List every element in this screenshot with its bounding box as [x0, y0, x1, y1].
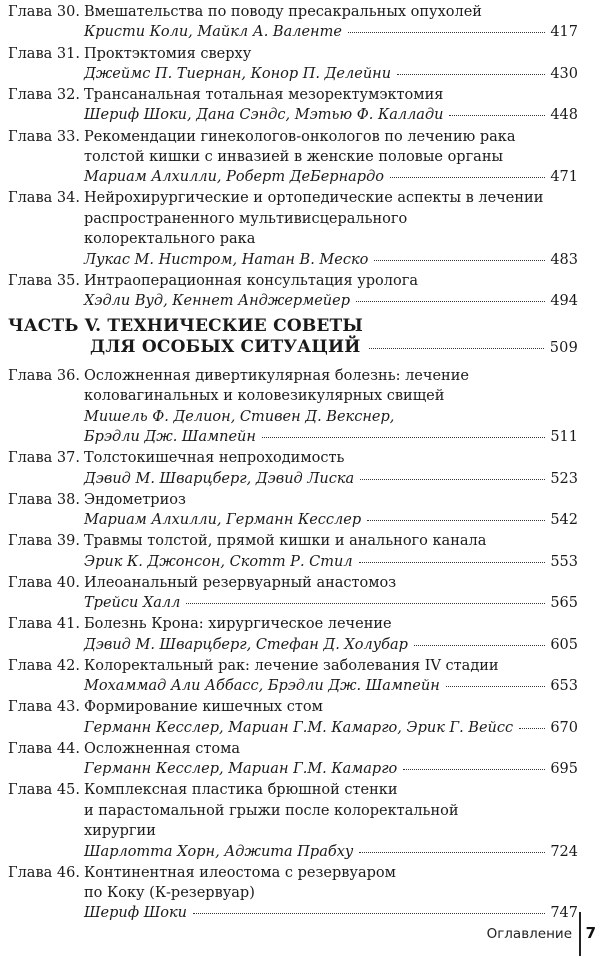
- chapter-authors: [84, 250, 578, 270]
- chapter-label: Глава 45.: [8, 782, 80, 799]
- footer-divider: [579, 912, 581, 956]
- part-title-line: ЧАСТЬ V. ТЕХНИЧЕСКИЕ СОВЕТЫ: [8, 316, 364, 336]
- part-heading: [8, 316, 578, 359]
- chapter-authors: [84, 842, 578, 862]
- chapter-authors: [84, 64, 578, 84]
- chapter-title-line: Проктэктомия сверху: [84, 45, 252, 62]
- chapter-authors: [84, 105, 578, 125]
- chapter-label: Глава 36.: [8, 368, 80, 384]
- authors-text: Лукас М. Нистром, Натан В. Меско: [84, 251, 369, 268]
- dot-leader: [262, 437, 545, 438]
- chapter-title-line: хирургии: [84, 823, 156, 840]
- chapter-body: [84, 188, 578, 270]
- authors-text: Мариам Алхилли, Роберт ДеБернардо: [84, 169, 384, 186]
- chapter-body: [84, 127, 578, 188]
- dot-leader: [359, 852, 545, 853]
- dot-leader: [449, 115, 545, 116]
- toc-chapter: [8, 531, 578, 572]
- chapter-title-line: Нейрохирургические и ортопедические аспекты в лечении: [84, 190, 544, 207]
- toc-chapter: [8, 44, 578, 85]
- chapter-page-number: 653: [550, 678, 578, 695]
- chapter-body: [84, 85, 578, 126]
- chapter-authors: [84, 593, 578, 613]
- chapter-authors: [84, 291, 578, 311]
- chapter-page-number: 448: [550, 107, 578, 124]
- chapter-label: Глава 38.: [8, 491, 80, 508]
- chapter-title-line: по Коку (К-резервуар): [84, 885, 255, 901]
- authors-text: Дэвид М. Шварцберг, Стефан Д. Холубар: [84, 636, 408, 653]
- authors-text: Германн Кесслер, Мариан Г.М. Камарго, Эрик Г. Вейсс: [84, 719, 514, 736]
- chapter-label: Глава 40.: [8, 574, 80, 591]
- dot-leader: [356, 301, 545, 302]
- authors-text: Кристи Коли, Майкл А. Валенте: [84, 24, 342, 41]
- authors-text: Хэдли Вуд, Кеннет Анджермейер: [84, 293, 351, 310]
- chapter-title-line: колоректального рака: [84, 231, 256, 248]
- dot-leader: [519, 728, 545, 729]
- toc-chapter: [8, 573, 578, 614]
- authors-text: Германн Кесслер, Мариан Г.М. Камарго: [84, 761, 398, 778]
- dot-leader: [348, 32, 545, 33]
- toc-chapter: [8, 739, 578, 780]
- toc-chapter: [8, 614, 578, 655]
- authors-text: Шарлотта Хорн, Аджита Прабху: [84, 843, 354, 860]
- chapter-authors: [84, 718, 578, 738]
- chapter-page-number: 430: [550, 65, 578, 82]
- chapter-body: [84, 697, 578, 738]
- chapter-page-number: 417: [550, 24, 578, 41]
- chapter-title-line: толстой кишки с инвазией в женские половые органы: [84, 148, 504, 165]
- chapter-body: [84, 531, 578, 572]
- chapter-label: Глава 37.: [8, 450, 80, 467]
- dot-leader: [446, 686, 546, 687]
- chapter-page-number: 605: [550, 636, 578, 653]
- dot-leader: [390, 177, 545, 178]
- toc-chapter: [8, 85, 578, 126]
- toc-chapter: [8, 366, 578, 448]
- toc-chapter: [8, 780, 578, 862]
- authors-text: Мариам Алхилли, Германн Кесслер: [84, 512, 362, 529]
- chapter-body: [84, 44, 578, 85]
- chapter-label: Глава 34.: [8, 190, 80, 207]
- toc-chapter: [8, 127, 578, 188]
- dot-leader: [414, 645, 545, 646]
- chapter-title-line: Эндометриоз: [84, 491, 186, 508]
- chapter-title-line: Рекомендации гинекологов-онкологов по лечению рака: [84, 128, 516, 145]
- chapter-page-number: 471: [550, 169, 578, 186]
- chapter-body: [84, 614, 578, 655]
- authors-text: Шериф Шоки, Дана Сэндс, Мэтью Ф. Каллади: [84, 107, 444, 124]
- chapter-label: Глава 32.: [8, 87, 80, 103]
- chapter-label: Глава 35.: [8, 272, 80, 289]
- chapter-label: Глава 43.: [8, 699, 80, 716]
- chapter-title-line: Травмы толстой, прямой кишки и анального канала: [84, 533, 487, 550]
- chapter-title-line: Интраоперационная консультация уролога: [84, 272, 418, 289]
- authors-text: Трейси Халл: [84, 595, 181, 612]
- chapter-label: Глава 46.: [8, 864, 80, 881]
- chapter-label: Глава 39.: [8, 533, 80, 550]
- chapter-body: [84, 656, 578, 697]
- chapter-page-number: 695: [550, 761, 578, 778]
- toc-chapter: [8, 656, 578, 697]
- chapter-title-line: Осложненная стома: [84, 740, 241, 757]
- authors-text: Дэвид М. Шварцберг, Дэвид Лиска: [84, 470, 355, 487]
- dot-leader: [186, 603, 545, 604]
- page-footer: [440, 908, 600, 960]
- chapter-body: [84, 366, 578, 448]
- dot-leader: [374, 260, 545, 261]
- chapter-body: [84, 490, 578, 531]
- authors-text: Мохаммад Али Аббасс, Брэдли Дж. Шампейн: [84, 678, 440, 695]
- chapter-authors: [84, 552, 578, 572]
- chapter-label: Глава 31.: [8, 45, 80, 62]
- chapter-authors: [84, 759, 578, 779]
- chapter-page-number: 494: [550, 293, 578, 310]
- dot-leader: [360, 479, 545, 480]
- chapter-title-line: Континентная илеостома с резервуаром: [84, 864, 396, 881]
- chapter-authors: [84, 676, 578, 696]
- chapter-page-number: 747: [550, 905, 578, 922]
- part-title-line: ДЛЯ ОСОБЫХ СИТУАЦИЙ: [90, 337, 361, 357]
- dot-leader: [359, 562, 546, 563]
- chapter-page-number: 523: [550, 470, 578, 487]
- authors-text: Мишель Ф. Делион, Стивен Д. Векснер,: [84, 408, 395, 425]
- part-title-row: [8, 337, 578, 359]
- chapter-authors: [84, 469, 578, 489]
- chapter-body: [84, 448, 578, 489]
- authors-text: Шериф Шоки: [84, 905, 187, 922]
- chapter-authors: [84, 510, 578, 530]
- chapter-title-line: и парастомальной грыжи после колоректальной: [84, 802, 459, 819]
- chapter-body: [84, 2, 578, 43]
- chapter-title-line: Вмешательства по поводу пресакральных опухолей: [84, 4, 482, 20]
- chapter-body: [84, 780, 578, 862]
- chapter-title-line: Комплексная пластика брюшной стенки: [84, 782, 398, 799]
- chapter-authors: [84, 635, 578, 655]
- chapter-title-line: Колоректальный рак: лечение заболевания IV стадии: [84, 657, 499, 674]
- chapter-label: Глава 33.: [8, 128, 80, 145]
- chapter-title-line: коловагинальных и коловезикулярных свищей: [84, 388, 445, 405]
- chapter-page-number: 565: [550, 595, 578, 612]
- chapter-title-line: Трансанальная тотальная мезоректумэктомия: [84, 87, 444, 103]
- chapter-body: [84, 573, 578, 614]
- chapter-label: Глава 30.: [8, 4, 80, 20]
- chapter-authors: [84, 167, 578, 187]
- footer-section-title: Оглавление: [486, 926, 572, 942]
- authors-text: Джеймс П. Тиернан, Конор П. Делейни: [84, 65, 392, 82]
- part-page-number: 509: [549, 340, 578, 356]
- chapter-authors-line: [84, 407, 578, 427]
- chapter-title-line: Болезнь Крона: хирургическое лечение: [84, 616, 392, 633]
- chapter-title-line: распространенного мультивисцерального: [84, 210, 408, 227]
- toc-chapter: [8, 448, 578, 489]
- toc-chapter: [8, 271, 578, 312]
- chapter-body: [84, 739, 578, 780]
- chapter-label: Глава 42.: [8, 657, 80, 674]
- toc-chapter: [8, 188, 578, 270]
- dot-leader: [403, 769, 545, 770]
- chapter-page-number: 670: [550, 719, 578, 736]
- chapter-authors: [84, 22, 578, 42]
- toc-chapter: [8, 697, 578, 738]
- chapter-page-number: 511: [550, 429, 578, 446]
- chapter-authors: [84, 427, 578, 447]
- dot-leader: [367, 520, 545, 521]
- chapter-title-line: Толстокишечная непроходимость: [84, 450, 345, 467]
- dot-leader: [397, 74, 545, 75]
- footer-page-number: 7: [585, 924, 596, 942]
- chapter-page-number: 542: [550, 512, 578, 529]
- authors-text: Эрик К. Джонсон, Скотт Р. Стил: [84, 553, 353, 570]
- chapter-label: Глава 41.: [8, 616, 80, 633]
- chapter-label: Глава 44.: [8, 740, 80, 757]
- dot-leader: [369, 348, 544, 349]
- chapter-page-number: 483: [550, 251, 578, 268]
- chapter-body: [84, 271, 578, 312]
- chapter-page-number: 553: [550, 553, 578, 570]
- toc-chapter: [8, 2, 578, 43]
- chapter-page-number: 724: [550, 843, 578, 860]
- toc-chapter: [8, 490, 578, 531]
- chapter-title-line: Осложненная дивертикулярная болезнь: лечение: [84, 368, 469, 384]
- authors-text: Брэдли Дж. Шампейн: [84, 429, 256, 446]
- chapter-title-line: Илеоанальный резервуарный анастомоз: [84, 574, 397, 591]
- chapter-title-line: Формирование кишечных стом: [84, 699, 323, 716]
